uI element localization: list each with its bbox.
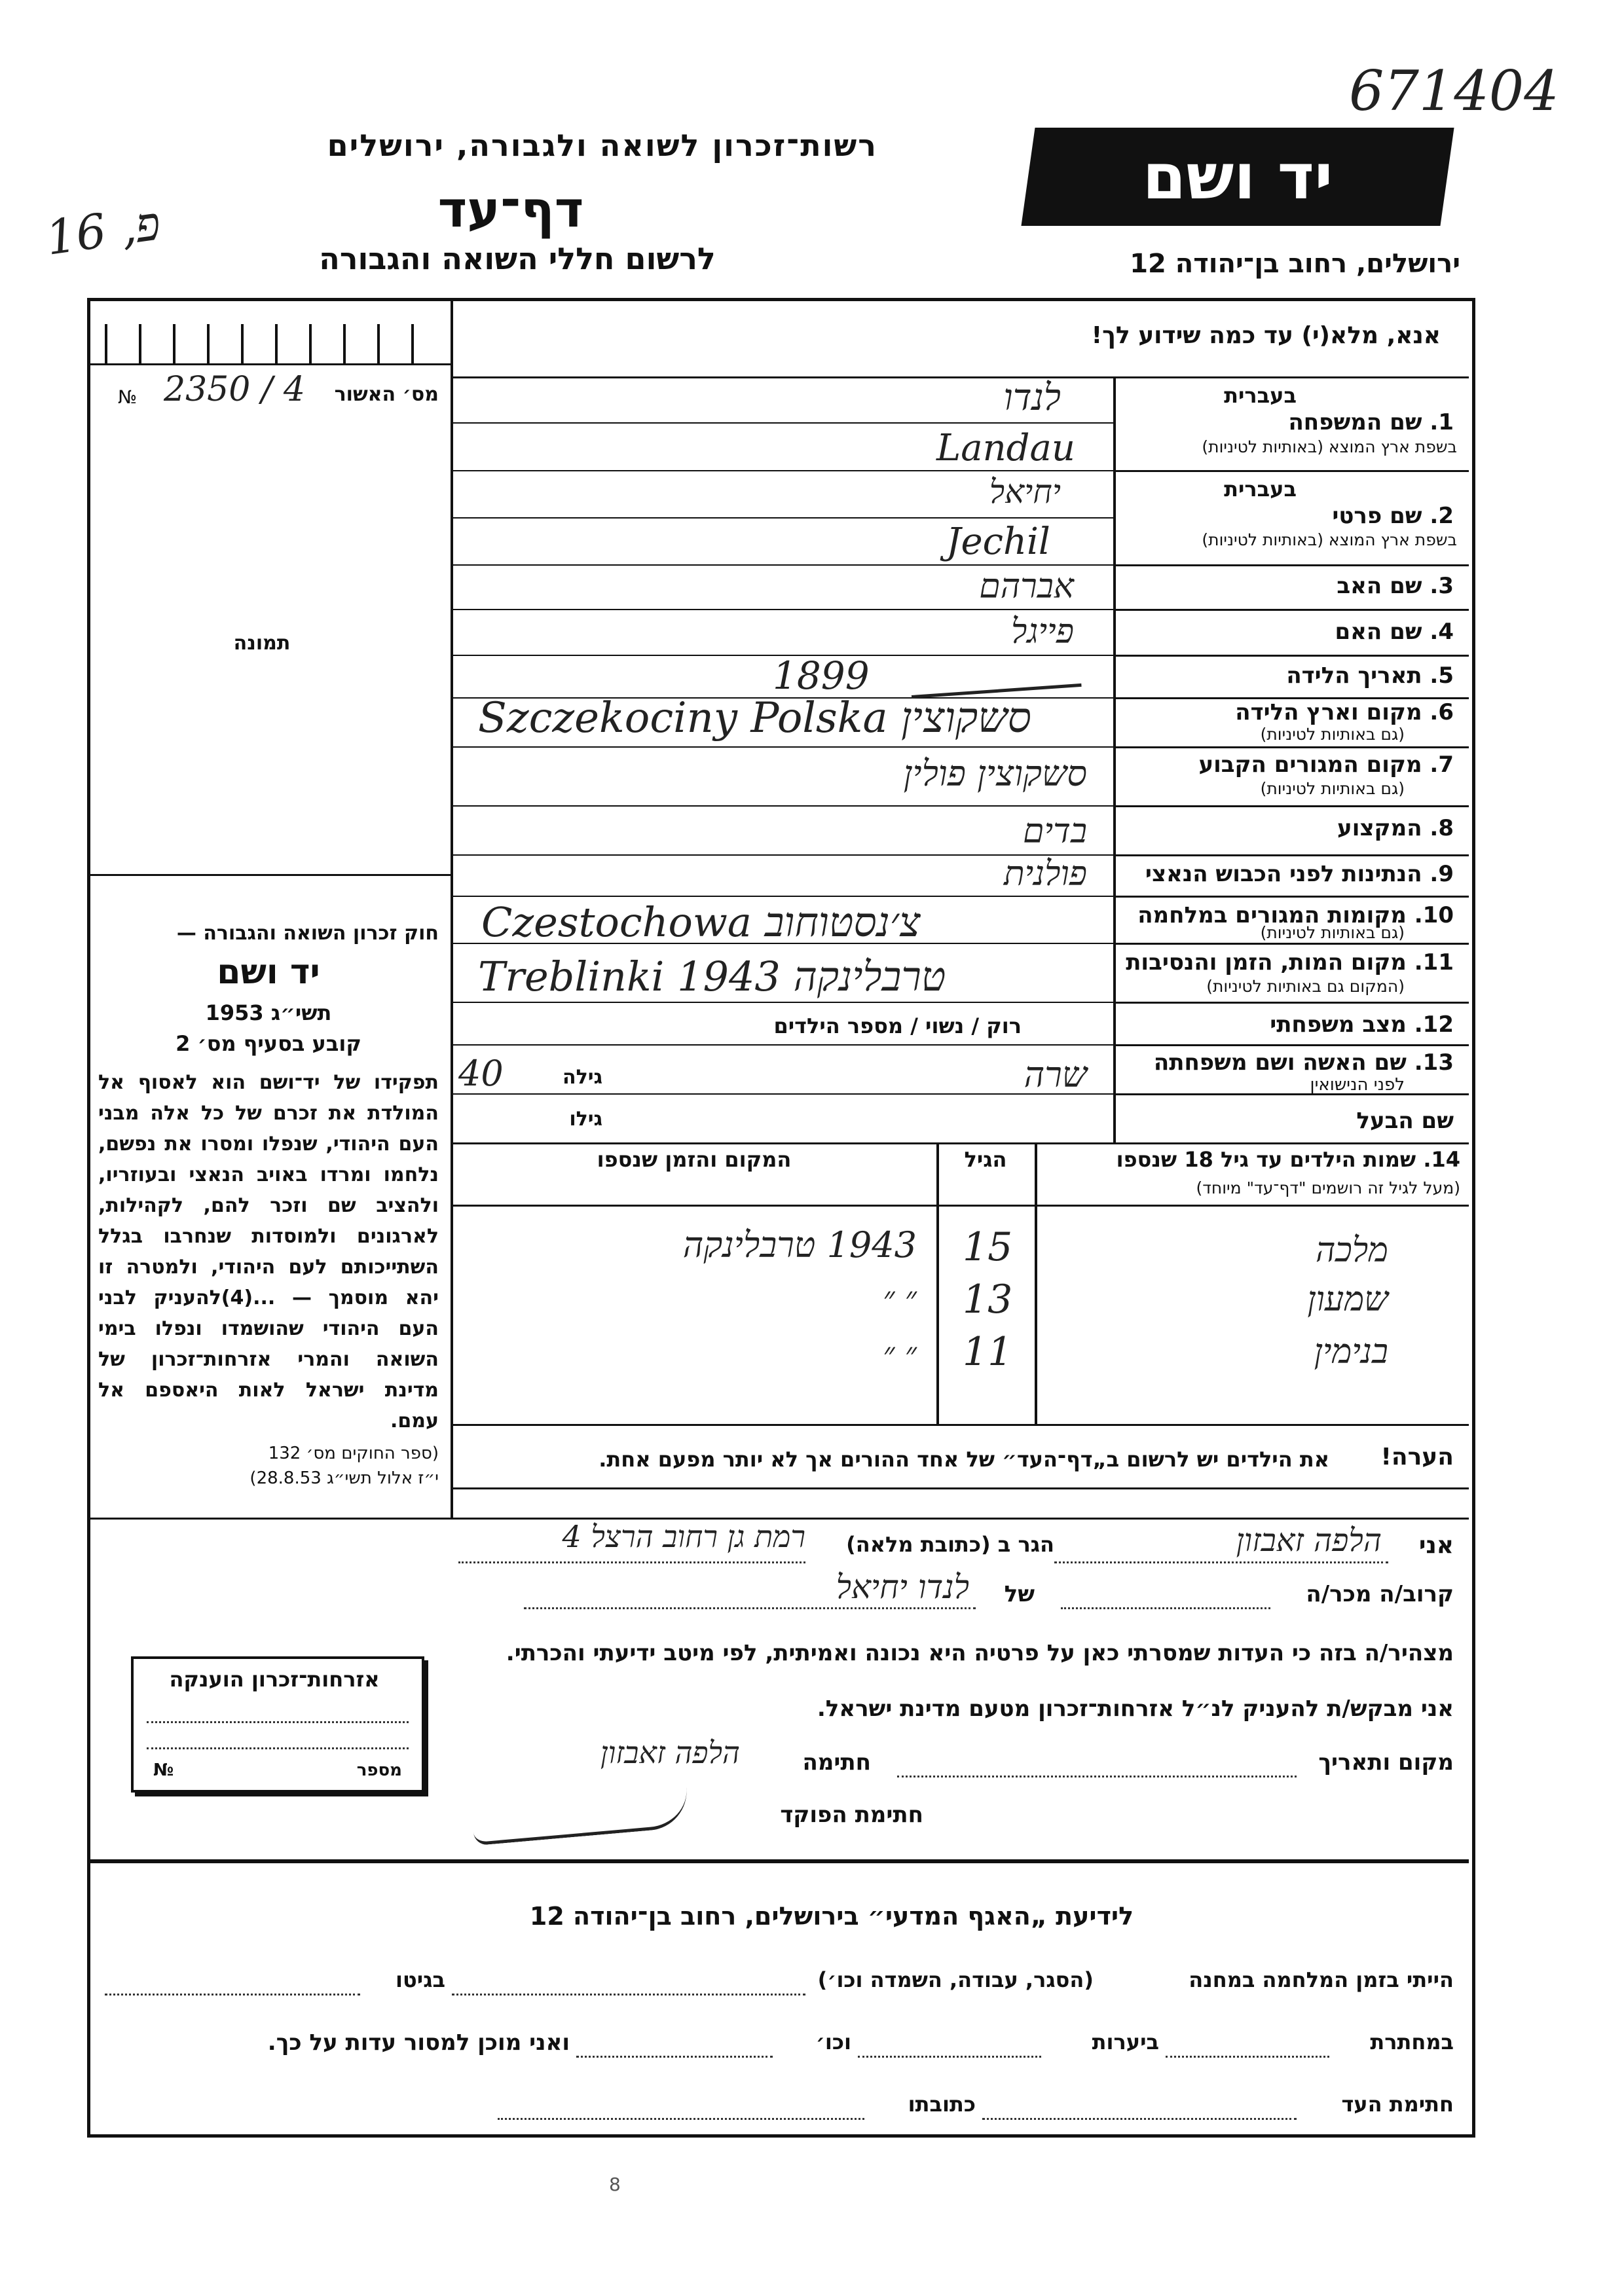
label-column-divider [1113,376,1116,1142]
field-text-8: המקצוע [1337,815,1422,841]
field-value-8: בדים [1023,812,1087,851]
footer-line2-b: ביערות [1092,2030,1159,2054]
field-text-11: מקום המות, הזמן והנסיבות [1126,949,1407,975]
field-text-3: שם האב [1337,573,1422,599]
footer-line2-a: במחתרת [1370,2030,1454,2054]
value-line [453,896,1113,897]
value-line [453,564,1113,566]
box-number-sign: № [153,1760,174,1780]
field-label-2 [1120,503,1454,529]
field-value-1b: Landau [936,427,1075,469]
field-age-13: 40 [458,1053,504,1094]
field-text-9: הנתינות לפני הכבוש הנאצי [1145,861,1422,887]
field-label-6 [1120,699,1454,725]
yad-vashem-logo [1021,128,1454,226]
field-value-6: Szczekociny Polska סשקוצין [478,694,1031,742]
field-label-7 [1120,752,1454,778]
gar-label: הגר ב (כתובת מלאה) [846,1532,1054,1557]
child-place-3: ״ ״ [883,1336,917,1372]
row-line [1113,805,1469,807]
footer-line1-a: הייתי בזמן המלחמה במחנה [1189,1967,1454,1992]
children-title-text: שמות הילדים עד גיל 18 שנספו [1116,1147,1416,1172]
child-name-3: בנימין [1314,1332,1388,1372]
value-line [453,805,1113,807]
law-year: תשי״ג 1953 [205,1000,332,1025]
field-label-9 [1120,861,1454,887]
footer-line2-d: ואני מוכן למסור עדות על כך. [267,2030,570,2056]
field-sub-6: (גם באותיות לטיניות) [1260,725,1405,744]
footer-line2-c: וכו׳ [815,2030,851,2054]
child-place-2: ״ ״ [883,1280,917,1317]
field-sub-10: (גם באותיות לטיניות) [1260,923,1405,942]
box-line [147,1747,409,1749]
signature-label: חתימה [802,1749,871,1776]
footer-line3-b: כתובתו [908,2092,976,2117]
field-num-9: 9. [1430,861,1454,887]
field-num-6: 6. [1430,699,1454,725]
field-label-1 [1120,409,1454,435]
children-header-line [453,1205,1469,1207]
field-value-2b: Jechil [946,520,1050,563]
relative-label: קרוב/ה מכר/ה [1306,1581,1454,1607]
field-label-husband: שם הבעל [1356,1108,1454,1134]
child-place-1: 1943 טרבלינקה [682,1224,917,1266]
field-num-7: 7. [1430,752,1454,778]
child-name-2: שמעון [1307,1280,1388,1319]
cert-label: מס׳ האשור [334,383,439,406]
row-line [1113,854,1469,856]
footer-line2-dots2 [858,2056,1041,2058]
children-bottom-line [453,1424,1469,1426]
footer-line2-dots3 [576,2056,773,2058]
footer-line1-c: בגיטו [396,1967,445,1992]
children-num: 14. [1423,1147,1460,1172]
field-text-2: שם פרטי [1332,503,1422,529]
form-subtitle: לרשום חללי השואה והגבורה [319,241,716,276]
shel-value: לנדו יחיאל [836,1568,969,1606]
value-line [453,1002,1113,1003]
field-num-4: 4. [1430,619,1454,645]
row-line [1113,564,1469,566]
row-line [1113,470,1469,472]
field-num-13: 13. [1414,1049,1454,1076]
field-num-8: 8. [1430,815,1454,841]
row-line [1113,609,1469,611]
field-value-13: שרה [1024,1054,1087,1095]
field-num-1: 1. [1430,409,1454,435]
children-title [1041,1147,1460,1172]
note-label: הערה! [1380,1444,1454,1470]
field-num-2: 2. [1430,503,1454,529]
field-value-7: סשקוצין פולין [903,753,1087,794]
field-value-1a: לנדו [1003,376,1061,419]
field-text-13: שם האשה ושם משפחתה [1153,1049,1407,1076]
field-age-label-13: גילה [563,1066,602,1089]
logo-text: יד ושם [1142,140,1333,213]
relative-line [1061,1607,1270,1609]
field-value-5: 1899 [773,653,870,698]
memorial-citizenship-box [131,1656,424,1793]
field-label-12 [1120,1011,1454,1038]
field-value-10: Czestochowa צ׳נסטוחוב [481,898,921,946]
children-col-divider [936,1142,939,1424]
footer-line3-dots1 [982,2118,1297,2120]
ani-line [1054,1561,1388,1563]
field-text-1: שם המשפחה [1288,409,1422,435]
value-line [453,470,1113,471]
field-sub-13: לפני הנישואין [1310,1075,1405,1095]
left-column-divider [451,301,453,1519]
form-instruction: אנא, מלא(י) עד כמה שידוע לך! [1091,322,1441,349]
tick-line [90,363,451,365]
official-signature-label: חתימת הפוקד [780,1802,923,1828]
law-reference-1: (ספר החוקים מס׳ 132 [268,1444,439,1463]
field-sub-2: בשפת ארץ המוצא (באותיות לטיניות) [1202,530,1457,549]
field-num-11: 11. [1414,949,1454,975]
row-line [1113,1044,1469,1046]
value-line [453,517,1113,519]
field-value-4: פייגל [1010,612,1074,651]
box-line [147,1721,409,1723]
value-line [453,1142,1469,1144]
children-sub: (מעל לגיל זה רושמים "דף־עד" מיוחד) [1196,1178,1460,1197]
child-name-1: מלכה [1315,1231,1388,1270]
field-label-3 [1120,573,1454,599]
col-place-header: המקום והזמן שנספו [597,1147,792,1172]
number-sign: № [118,386,138,408]
field-text-6: מקום וארץ הלידה [1235,699,1422,725]
law-top-line [90,874,451,876]
field-num-12: 12. [1414,1011,1454,1038]
footer-separator [90,1859,1469,1863]
field-text-10: מקומות המגורים במלחמה [1137,902,1407,928]
law-title: חוק זכרון השואה והגבורה — [176,922,439,945]
law-reference-2: י״ז אלול תשי״ג 28.8.53) [249,1468,439,1488]
field-text-12: מצב משפחתי [1270,1011,1407,1038]
row-line [1113,1002,1469,1004]
row-line [1113,746,1469,748]
institution-name: רשות־זכרון לשואה ולגבורה, ירושלים [327,128,877,163]
declaration-request: אני מבקש/ת להעניק לנ״ל אזרחות־זכרון מטעם מדינת ישראל. [817,1696,1454,1722]
declaration-statement: מצהיר/ה בזה כי העדות שמסרתי כאן על פרטיה היא נכונה ואמיתית, לפי מיטב ידיעתי והכרתי. [506,1640,1454,1666]
field-sub-11: (המקום גם באותיות לטיניות) [1206,977,1405,996]
field-value-3: אברהם [979,567,1074,606]
row-line [1113,655,1469,657]
address-value: רמת גן רחוב הרצל 4 [562,1519,805,1554]
field-num-3: 3. [1430,573,1454,599]
value-line [453,609,1113,610]
field-label-4 [1120,619,1454,645]
field-text-5: תאריך הלידה [1286,663,1422,689]
footer-line1-dots [452,1994,805,1995]
tick-boxes [105,324,432,363]
field-value-12: רוק / נשוי / מספר הילדים [773,1013,1022,1038]
field-age-label-husband: גילו [569,1108,602,1131]
declaration-ani: אני [1418,1532,1454,1559]
place-date-line [897,1776,1297,1777]
box-number-label: מספר [356,1760,402,1780]
box-title: אזרחות־זכרון הוענקה [169,1667,380,1692]
field-label-5 [1120,663,1454,689]
field-text-4: שם האם [1335,619,1422,645]
field-sub-1: בשפת ארץ המוצא (באותיות לטיניות) [1202,437,1457,456]
field-value-9: פולנית [1003,854,1087,894]
field-sub-top-1: בעברית [1224,383,1297,408]
law-name: יד ושם [217,953,320,992]
field-num-10: 10. [1414,902,1454,928]
value-line [453,422,1113,424]
note-text: את הילדים יש לרשום ב„דף־העד״ של אחד ההורים אך לא יותר מפעם אחת. [599,1447,1329,1472]
shel-line [524,1607,976,1609]
photo-label: תמונה [233,632,291,655]
address: ירושלים, רחוב בן־יהודה 12 [1130,249,1460,279]
field-value-2a: יחיאל [989,473,1061,511]
field-sub-top-2: בעברית [1224,477,1297,501]
note-bottom-line [453,1487,1469,1489]
value-line [453,1044,1113,1046]
footer-line2-dots1 [1166,2056,1329,2058]
field-label-11 [1120,949,1454,975]
field-value-11: Treblinki 1943 טרבלינקה [478,953,946,1000]
address-line [458,1561,805,1563]
law-text: תפקידו של יד־ושם הוא לאסוף אל המולדת את זכרם של כל אלה מבני העם היהודי, שנפלו ומסרו את נפשם, נלחמו ומרדו באויב הנאצי ובעוזריו, ולהציב שם וזכר להם, לקהילות, לארגונים ולמוסדות שנחרבו בגלל השתייכותם לעם היהודי, ולמטרה זו יהא מוסמך — ...(4)להעניק לבני העם היהודי שהושמדו ונפלו בימי השואה והמרי אזרחות־זכרון של מדינת ישראל לאות היאספם אל עמם. [98,1071,439,1432]
archive-number: 671404 [1349,59,1559,123]
children-col-divider [1035,1142,1037,1424]
cert-number: 2350 / 4 [164,370,305,409]
footer-line3-a: חתימת העד [1341,2092,1454,2117]
form-title: דף־עד [437,180,584,238]
col-age-header: הגיל [964,1147,1007,1172]
page-mark: 16 ‚פ [42,195,164,266]
child-age-1: 15 [963,1224,1013,1270]
field-text-7: מקום המגורים הקבוע [1198,752,1422,778]
law-section: קובע בסעיף מס׳ 2 [175,1031,361,1056]
child-age-2: 13 [963,1277,1013,1322]
value-line [453,746,1113,748]
footer-line1-b: (הסגר, עבודה, השמדה וכו׳) [817,1967,1094,1992]
footer-line1-dots2 [105,1994,360,1995]
field-label-8 [1120,815,1454,841]
field-label-13 [1120,1049,1454,1076]
child-age-3: 11 [963,1329,1013,1375]
place-date-label: מקום ותאריך [1318,1749,1454,1776]
declaration-ani-value: הלפה זאבזון [1236,1522,1382,1559]
bottom-page-mark: 8 [609,2174,621,2195]
field-sub-7: (גם באותיות לטיניות) [1260,779,1405,798]
footer-line3-dots2 [498,2118,864,2120]
row-line [1113,943,1469,945]
row-line [1113,896,1469,898]
signature-value: הלפה זאבזון [600,1735,740,1770]
field-num-5: 5. [1430,663,1454,689]
shel-label: של [1004,1581,1035,1607]
footer-notice: לידיעת „האגף המדעי״ בירושלים, רחוב בן־יהודה 12 [529,1902,1134,1931]
